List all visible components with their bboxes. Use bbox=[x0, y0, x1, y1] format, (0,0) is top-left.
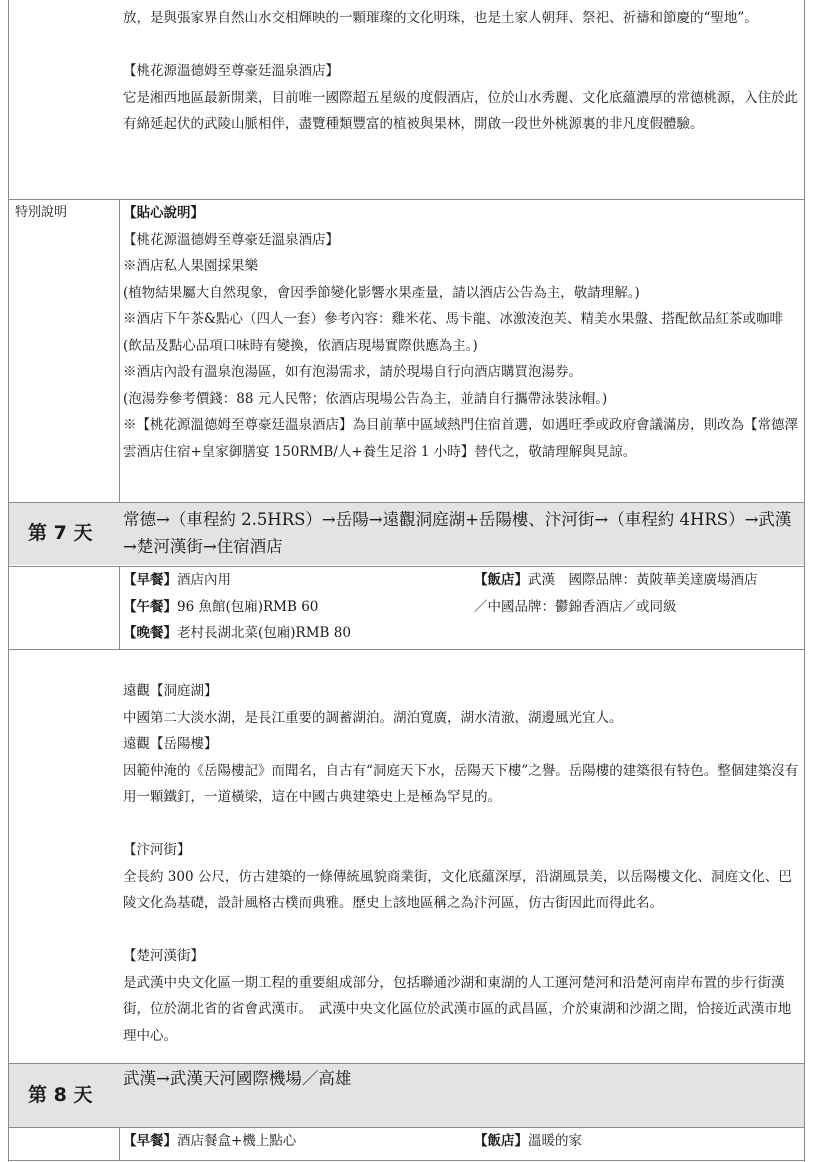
lunch-value: 96 魚館(包廂)RMB 60 bbox=[177, 598, 319, 615]
column-divider bbox=[119, 199, 120, 502]
note-line: (泡湯券參考價錢：88 元人民幣；依酒店現場公告為主，並請自行攜帶泳裝泳帽。) bbox=[123, 390, 608, 407]
special-notes bbox=[123, 200, 799, 465]
hotel-value-line2: ／中國品牌：鬱錦香酒店／或同級 bbox=[474, 598, 677, 615]
sight-desc: 是武漢中央文化區一期工程的重要組成部分，包括聯通沙湖和東湖的人工運河楚河和沿楚河南岸布置的步行街漢街，位於湖北省的省會武漢市。 武漢中央文化區位於武漢市區的武昌區，介於東湖和沙湖之間，恰接近武漢市地理中心。 bbox=[123, 974, 792, 1044]
sight-title: 【汴河街】 bbox=[123, 842, 191, 858]
sight-desc: 因範仲淹的《岳陽樓記》而聞名，自古有“洞庭天下水，岳陽天下樓”之譽。岳陽樓的建築很有特色。整個建築沒有用一顆鐵釘，一道橫梁，這在中國古典建築史上是極為罕見的。 bbox=[123, 762, 799, 805]
note-line: (飲品及點心品項口味時有變換，依酒店現場實際供應為主。) bbox=[123, 337, 478, 354]
hotel-value: 武漢 國際品牌：黃陂華美達廣場酒店 bbox=[528, 572, 758, 588]
day7-hotel bbox=[474, 567, 758, 620]
special-notes-label: 特別說明 bbox=[15, 205, 68, 220]
day7-meals bbox=[123, 567, 351, 647]
note-line: ※酒店私人果園採果樂 bbox=[123, 258, 258, 274]
divider bbox=[8, 1063, 805, 1064]
sight-desc: 中國第二大淡水湖，是長江重要的調蓄湖泊。湖泊寬廣，湖水清澈，湖邊風光宜人。 bbox=[123, 709, 623, 726]
day8-route: 武漢→武漢天河國際機場／高雄 bbox=[123, 1069, 352, 1088]
sight-desc: 全長約 300 公尺，仿古建築的一條傳統風貌商業街，文化底蘊深厚，沿湖風景美，以岳陽樓文化、洞庭文化、巴陵文化為基礎，設計風格古樸而典雅。歷史上該地區稱之為汴河區，仿古街因此而得此名。 bbox=[123, 868, 792, 911]
divider bbox=[8, 1160, 805, 1161]
note-line: 【桃花源溫德姆至尊豪廷溫泉酒店】 bbox=[123, 231, 339, 248]
note-line: (植物結果屬大自然現象，會因季節變化影響水果產量，請以酒店公告為主，敬請理解。) bbox=[123, 284, 640, 301]
breakfast-tag: 【早餐】 bbox=[123, 572, 177, 588]
hotel-tag: 【飯店】 bbox=[474, 572, 528, 588]
day8-label: 第 8 天 bbox=[28, 1084, 93, 1106]
day8-meals bbox=[123, 1128, 296, 1155]
hotel-tag: 【飯店】 bbox=[474, 1133, 528, 1149]
sight-title: 遠觀【洞庭湖】 bbox=[123, 683, 218, 699]
breakfast-value: 酒店內用 bbox=[177, 572, 231, 588]
note-line: ※【桃花源溫德姆至尊豪廷溫泉酒店】為目前華中區域熱門住宿首選，如遇旺季或政府會議滿房，則改為【常德澤雲酒店住宿+皇家御膳宴 150RMB/人+養生足浴 1 小時】替代之，敬請理解與見諒。 bbox=[123, 417, 798, 460]
hotel-value: 溫暖的家 bbox=[528, 1133, 582, 1149]
hotel-heading: 【桃花源溫德姆至尊豪廷溫泉酒店】 bbox=[123, 63, 339, 79]
lunch-tag: 【午餐】 bbox=[123, 598, 177, 615]
divider bbox=[8, 502, 805, 503]
hotel-description: 它是湘西地區最新開業，目前唯一國際超五星級的度假酒店，位於山水秀麗、文化底蘊濃厚的常德桃源，入住於此有綿延起伏的武陵山脈相伴，盡覽種類豐富的植被與果林，開啟一段世外桃源裏的非凡度假體驗。 bbox=[123, 89, 798, 132]
column-divider bbox=[119, 566, 120, 649]
top-section bbox=[123, 5, 799, 138]
note-line: ※酒店下午茶&點心（四人一套）參考內容：雞米花、馬卡龍、冰激淩泡芙、精美水果盤、搭配飲品紅茶或咖啡 bbox=[123, 311, 784, 327]
column-divider bbox=[119, 1127, 120, 1161]
breakfast-value: 酒店餐盒+機上點心 bbox=[177, 1133, 297, 1149]
sight-title: 【楚河漢街】 bbox=[123, 948, 204, 964]
continued-paragraph: 放，是與張家界自然山水交相輝映的一顆璀璨的文化明珠，也是土家人朝拜、祭祀、祈禱和節慶的“聖地”。 bbox=[123, 10, 758, 26]
day7-route: 常德→（車程約 2.5HRS）→岳陽→遠觀洞庭湖+岳陽樓、汴河街→（車程約 4HRS）→武漢→楚河漢街→住宿酒店 bbox=[123, 510, 792, 556]
note-line: ※酒店內設有溫泉泡湯區，如有泡湯需求，請於現場自行向酒店購買泡湯券。 bbox=[123, 364, 582, 380]
divider bbox=[8, 649, 805, 650]
breakfast-tag: 【早餐】 bbox=[123, 1133, 177, 1149]
note-line: 【貼心說明】 bbox=[123, 205, 204, 221]
sight-title: 遠觀【岳陽樓】 bbox=[123, 736, 218, 752]
dinner-tag: 【晚餐】 bbox=[123, 625, 177, 641]
day7-sights bbox=[123, 678, 799, 1049]
dinner-value: 老村長湖北菜(包廂)RMB 80 bbox=[177, 625, 351, 641]
day7-label: 第 7 天 bbox=[28, 522, 93, 544]
day8-hotel bbox=[474, 1128, 582, 1155]
